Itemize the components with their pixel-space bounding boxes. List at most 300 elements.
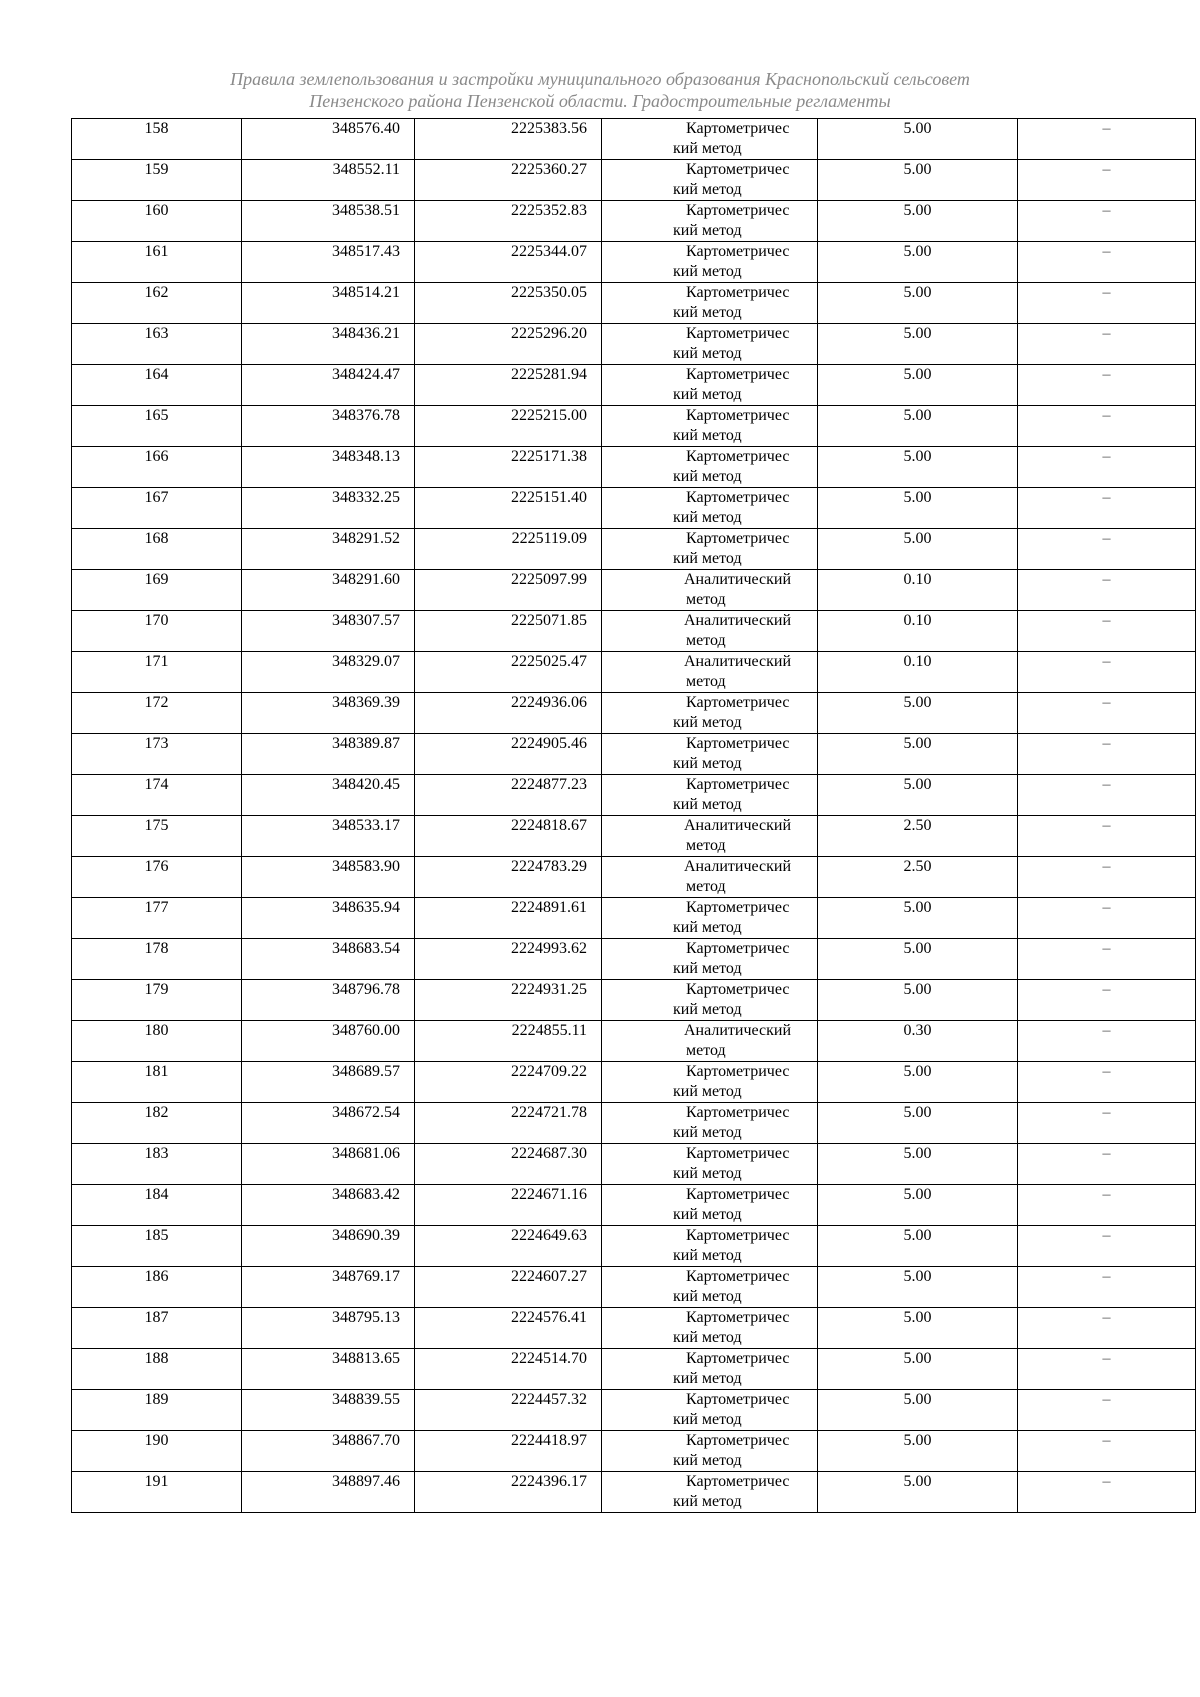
method-line-1: Картометричес <box>686 1104 790 1121</box>
x-coordinate-cell: 348681.06 <box>242 1144 415 1185</box>
table-row <box>72 242 1196 283</box>
page-header <box>0 68 1200 112</box>
table-row <box>72 898 1196 939</box>
y-coordinate-cell: 2225025.47 <box>415 652 602 693</box>
method-line-2: кий метод <box>673 960 742 977</box>
accuracy-cell: 5.00 <box>818 1267 1018 1308</box>
method-line-2: кий метод <box>673 1370 742 1387</box>
method-line-2: кий метод <box>673 1165 742 1182</box>
description-cell: – <box>1018 857 1196 898</box>
method-line-2: кий метод <box>673 427 742 444</box>
y-coordinate-cell: 2224607.27 <box>415 1267 602 1308</box>
method-cell <box>602 1021 818 1062</box>
accuracy-cell: 5.00 <box>818 939 1018 980</box>
x-coordinate-cell: 348329.07 <box>242 652 415 693</box>
method-line-2: кий метод <box>673 140 742 157</box>
point-number-cell: 172 <box>72 693 242 734</box>
description-cell: – <box>1018 1308 1196 1349</box>
method-cell <box>602 160 818 201</box>
method-line-1: Картометричес <box>686 1268 790 1285</box>
y-coordinate-cell: 2224891.61 <box>415 898 602 939</box>
table-row <box>72 939 1196 980</box>
table-row <box>72 775 1196 816</box>
method-line-2: метод <box>686 632 726 649</box>
table-row <box>72 1103 1196 1144</box>
x-coordinate-cell: 348760.00 <box>242 1021 415 1062</box>
point-number-cell: 179 <box>72 980 242 1021</box>
method-cell <box>602 1267 818 1308</box>
y-coordinate-cell: 2224721.78 <box>415 1103 602 1144</box>
method-cell <box>602 1431 818 1472</box>
accuracy-cell: 5.00 <box>818 1226 1018 1267</box>
method-cell <box>602 1062 818 1103</box>
x-coordinate-cell: 348517.43 <box>242 242 415 283</box>
point-number-cell: 173 <box>72 734 242 775</box>
y-coordinate-cell: 2224649.63 <box>415 1226 602 1267</box>
description-cell: – <box>1018 242 1196 283</box>
method-line-2: кий метод <box>673 1206 742 1223</box>
x-coordinate-cell: 348291.52 <box>242 529 415 570</box>
method-cell <box>602 1185 818 1226</box>
x-coordinate-cell: 348897.46 <box>242 1472 415 1513</box>
x-coordinate-cell: 348533.17 <box>242 816 415 857</box>
description-cell: – <box>1018 1103 1196 1144</box>
method-cell <box>602 447 818 488</box>
y-coordinate-cell: 2224993.62 <box>415 939 602 980</box>
description-cell: – <box>1018 201 1196 242</box>
accuracy-cell: 5.00 <box>818 734 1018 775</box>
table-row <box>72 980 1196 1021</box>
accuracy-cell: 5.00 <box>818 324 1018 365</box>
description-cell: – <box>1018 939 1196 980</box>
table-row <box>72 1185 1196 1226</box>
method-line-1: Картометричес <box>686 776 790 793</box>
accuracy-cell: 5.00 <box>818 980 1018 1021</box>
method-line-1: Картометричес <box>686 530 790 547</box>
method-line-1: Аналитический <box>684 817 792 834</box>
method-cell <box>602 1472 818 1513</box>
accuracy-cell: 5.00 <box>818 1144 1018 1185</box>
x-coordinate-cell: 348552.11 <box>242 160 415 201</box>
x-coordinate-cell: 348635.94 <box>242 898 415 939</box>
description-cell: – <box>1018 980 1196 1021</box>
method-line-2: метод <box>686 1042 726 1059</box>
method-line-1: Картометричес <box>686 694 790 711</box>
method-line-2: кий метод <box>673 714 742 731</box>
accuracy-cell: 5.00 <box>818 775 1018 816</box>
method-line-1: Аналитический <box>684 858 792 875</box>
description-cell: – <box>1018 1144 1196 1185</box>
y-coordinate-cell: 2225071.85 <box>415 611 602 652</box>
x-coordinate-cell: 348689.57 <box>242 1062 415 1103</box>
point-number-cell: 187 <box>72 1308 242 1349</box>
method-line-1: Картометричес <box>686 981 790 998</box>
method-line-1: Картометричес <box>686 1350 790 1367</box>
method-cell <box>602 611 818 652</box>
accuracy-cell: 5.00 <box>818 201 1018 242</box>
table-row <box>72 1472 1196 1513</box>
method-line-1: Картометричес <box>686 284 790 301</box>
method-cell <box>602 119 818 160</box>
method-line-1: Картометричес <box>686 1309 790 1326</box>
method-line-2: кий метод <box>673 1493 742 1510</box>
description-cell: – <box>1018 1267 1196 1308</box>
description-cell: – <box>1018 1431 1196 1472</box>
table-row <box>72 324 1196 365</box>
table-row <box>72 529 1196 570</box>
point-number-cell: 165 <box>72 406 242 447</box>
method-line-1: Картометричес <box>686 366 790 383</box>
method-line-1: Картометричес <box>686 202 790 219</box>
x-coordinate-cell: 348683.42 <box>242 1185 415 1226</box>
point-number-cell: 169 <box>72 570 242 611</box>
method-line-2: кий метод <box>673 263 742 280</box>
method-line-1: Картометричес <box>686 735 790 752</box>
point-number-cell: 178 <box>72 939 242 980</box>
method-line-1: Картометричес <box>686 1186 790 1203</box>
method-line-1: Картометричес <box>686 1145 790 1162</box>
method-line-1: Картометричес <box>686 243 790 260</box>
y-coordinate-cell: 2225352.83 <box>415 201 602 242</box>
accuracy-cell: 5.00 <box>818 529 1018 570</box>
y-coordinate-cell: 2225151.40 <box>415 488 602 529</box>
y-coordinate-cell: 2224783.29 <box>415 857 602 898</box>
method-cell <box>602 283 818 324</box>
table-row <box>72 1308 1196 1349</box>
method-line-1: Картометричес <box>686 1432 790 1449</box>
method-line-1: Картометричес <box>686 1227 790 1244</box>
y-coordinate-cell: 2224818.67 <box>415 816 602 857</box>
method-cell <box>602 939 818 980</box>
x-coordinate-cell: 348436.21 <box>242 324 415 365</box>
accuracy-cell: 5.00 <box>818 447 1018 488</box>
y-coordinate-cell: 2224855.11 <box>415 1021 602 1062</box>
x-coordinate-cell: 348583.90 <box>242 857 415 898</box>
accuracy-cell: 5.00 <box>818 1431 1018 1472</box>
accuracy-cell: 5.00 <box>818 693 1018 734</box>
x-coordinate-cell: 348369.39 <box>242 693 415 734</box>
x-coordinate-cell: 348672.54 <box>242 1103 415 1144</box>
table-row <box>72 1267 1196 1308</box>
table-row <box>72 693 1196 734</box>
method-line-1: Картометричес <box>686 325 790 342</box>
method-cell <box>602 570 818 611</box>
table-row <box>72 119 1196 160</box>
method-line-2: кий метод <box>673 1288 742 1305</box>
point-number-cell: 160 <box>72 201 242 242</box>
method-line-1: Картометричес <box>686 899 790 916</box>
accuracy-cell: 5.00 <box>818 1349 1018 1390</box>
method-cell <box>602 652 818 693</box>
y-coordinate-cell: 2225383.56 <box>415 119 602 160</box>
page-header-line-2: Пензенского района Пензенской области. Градостроительные регламенты <box>309 91 891 111</box>
x-coordinate-cell: 348683.54 <box>242 939 415 980</box>
description-cell: – <box>1018 1062 1196 1103</box>
point-number-cell: 164 <box>72 365 242 406</box>
y-coordinate-cell: 2225350.05 <box>415 283 602 324</box>
point-number-cell: 182 <box>72 1103 242 1144</box>
point-number-cell: 180 <box>72 1021 242 1062</box>
table-row <box>72 816 1196 857</box>
method-cell <box>602 775 818 816</box>
x-coordinate-cell: 348514.21 <box>242 283 415 324</box>
method-line-2: кий метод <box>673 1124 742 1141</box>
accuracy-cell: 5.00 <box>818 242 1018 283</box>
description-cell: – <box>1018 1472 1196 1513</box>
x-coordinate-cell: 348348.13 <box>242 447 415 488</box>
point-number-cell: 167 <box>72 488 242 529</box>
table-row <box>72 406 1196 447</box>
point-number-cell: 186 <box>72 1267 242 1308</box>
method-line-2: кий метод <box>673 1247 742 1264</box>
method-cell <box>602 898 818 939</box>
method-line-2: кий метод <box>673 304 742 321</box>
point-number-cell: 174 <box>72 775 242 816</box>
table-row <box>72 201 1196 242</box>
point-number-cell: 168 <box>72 529 242 570</box>
description-cell: – <box>1018 1185 1196 1226</box>
method-line-1: Аналитический <box>684 612 792 629</box>
accuracy-cell: 2.50 <box>818 857 1018 898</box>
x-coordinate-cell: 348576.40 <box>242 119 415 160</box>
y-coordinate-cell: 2225281.94 <box>415 365 602 406</box>
x-coordinate-cell: 348376.78 <box>242 406 415 447</box>
method-line-1: Картометричес <box>686 407 790 424</box>
table-row <box>72 1390 1196 1431</box>
y-coordinate-cell: 2224905.46 <box>415 734 602 775</box>
method-cell <box>602 406 818 447</box>
table-row <box>72 365 1196 406</box>
accuracy-cell: 5.00 <box>818 1308 1018 1349</box>
method-cell <box>602 1103 818 1144</box>
table-row <box>72 1144 1196 1185</box>
method-cell <box>602 488 818 529</box>
y-coordinate-cell: 2225097.99 <box>415 570 602 611</box>
method-line-2: кий метод <box>673 181 742 198</box>
description-cell: – <box>1018 447 1196 488</box>
method-line-1: Картометричес <box>686 161 790 178</box>
method-cell <box>602 365 818 406</box>
point-number-cell: 162 <box>72 283 242 324</box>
method-cell <box>602 1308 818 1349</box>
point-number-cell: 166 <box>72 447 242 488</box>
point-number-cell: 188 <box>72 1349 242 1390</box>
method-line-1: Картометричес <box>686 1473 790 1490</box>
method-cell <box>602 857 818 898</box>
table-row <box>72 857 1196 898</box>
point-number-cell: 183 <box>72 1144 242 1185</box>
page-header-line-1: Правила землепользования и застройки муниципального образования Краснопольский сельсовет <box>230 69 970 89</box>
y-coordinate-cell: 2224931.25 <box>415 980 602 1021</box>
method-line-2: кий метод <box>673 386 742 403</box>
method-line-1: Картометричес <box>686 940 790 957</box>
coordinates-table <box>71 118 1196 1513</box>
description-cell: – <box>1018 775 1196 816</box>
accuracy-cell: 5.00 <box>818 365 1018 406</box>
point-number-cell: 175 <box>72 816 242 857</box>
method-line-2: кий метод <box>673 1083 742 1100</box>
x-coordinate-cell: 348291.60 <box>242 570 415 611</box>
description-cell: – <box>1018 488 1196 529</box>
table-row <box>72 160 1196 201</box>
x-coordinate-cell: 348690.39 <box>242 1226 415 1267</box>
x-coordinate-cell: 348389.87 <box>242 734 415 775</box>
description-cell: – <box>1018 734 1196 775</box>
table-row <box>72 570 1196 611</box>
method-cell <box>602 693 818 734</box>
method-line-2: метод <box>686 673 726 690</box>
x-coordinate-cell: 348839.55 <box>242 1390 415 1431</box>
description-cell: – <box>1018 611 1196 652</box>
description-cell: – <box>1018 365 1196 406</box>
x-coordinate-cell: 348813.65 <box>242 1349 415 1390</box>
method-cell <box>602 242 818 283</box>
method-cell <box>602 1390 818 1431</box>
method-line-1: Картометричес <box>686 489 790 506</box>
accuracy-cell: 2.50 <box>818 816 1018 857</box>
table-row <box>72 611 1196 652</box>
method-line-1: Аналитический <box>684 1022 792 1039</box>
method-line-1: Аналитический <box>684 653 792 670</box>
method-line-2: кий метод <box>673 1411 742 1428</box>
y-coordinate-cell: 2224418.97 <box>415 1431 602 1472</box>
table-row <box>72 488 1196 529</box>
point-number-cell: 161 <box>72 242 242 283</box>
description-cell: – <box>1018 1226 1196 1267</box>
table-row <box>72 734 1196 775</box>
description-cell: – <box>1018 119 1196 160</box>
x-coordinate-cell: 348769.17 <box>242 1267 415 1308</box>
point-number-cell: 189 <box>72 1390 242 1431</box>
description-cell: – <box>1018 1390 1196 1431</box>
method-line-1: Картометричес <box>686 120 790 137</box>
point-number-cell: 190 <box>72 1431 242 1472</box>
x-coordinate-cell: 348420.45 <box>242 775 415 816</box>
method-line-1: Картометричес <box>686 448 790 465</box>
x-coordinate-cell: 348307.57 <box>242 611 415 652</box>
method-cell <box>602 734 818 775</box>
y-coordinate-cell: 2224936.06 <box>415 693 602 734</box>
description-cell: – <box>1018 898 1196 939</box>
method-cell <box>602 816 818 857</box>
method-cell <box>602 324 818 365</box>
y-coordinate-cell: 2224457.32 <box>415 1390 602 1431</box>
method-line-1: Картометричес <box>686 1063 790 1080</box>
table-row <box>72 1349 1196 1390</box>
y-coordinate-cell: 2225215.00 <box>415 406 602 447</box>
x-coordinate-cell: 348795.13 <box>242 1308 415 1349</box>
method-cell <box>602 980 818 1021</box>
accuracy-cell: 5.00 <box>818 283 1018 324</box>
accuracy-cell: 0.10 <box>818 611 1018 652</box>
method-line-2: кий метод <box>673 468 742 485</box>
method-line-2: метод <box>686 591 726 608</box>
table-row <box>72 1226 1196 1267</box>
accuracy-cell: 5.00 <box>818 119 1018 160</box>
y-coordinate-cell: 2225171.38 <box>415 447 602 488</box>
description-cell: – <box>1018 283 1196 324</box>
point-number-cell: 171 <box>72 652 242 693</box>
method-line-1: Аналитический <box>684 571 792 588</box>
description-cell: – <box>1018 1021 1196 1062</box>
table-row <box>72 1431 1196 1472</box>
method-cell <box>602 1349 818 1390</box>
point-number-cell: 185 <box>72 1226 242 1267</box>
method-line-2: метод <box>686 837 726 854</box>
point-number-cell: 181 <box>72 1062 242 1103</box>
table-row <box>72 447 1196 488</box>
point-number-cell: 176 <box>72 857 242 898</box>
y-coordinate-cell: 2224877.23 <box>415 775 602 816</box>
description-cell: – <box>1018 324 1196 365</box>
description-cell: – <box>1018 570 1196 611</box>
method-line-2: кий метод <box>673 509 742 526</box>
accuracy-cell: 5.00 <box>818 488 1018 529</box>
method-line-2: кий метод <box>673 550 742 567</box>
description-cell: – <box>1018 529 1196 570</box>
accuracy-cell: 5.00 <box>818 406 1018 447</box>
y-coordinate-cell: 2224709.22 <box>415 1062 602 1103</box>
accuracy-cell: 5.00 <box>818 1390 1018 1431</box>
method-line-2: кий метод <box>673 1329 742 1346</box>
y-coordinate-cell: 2224671.16 <box>415 1185 602 1226</box>
method-line-1: Картометричес <box>686 1391 790 1408</box>
description-cell: – <box>1018 693 1196 734</box>
accuracy-cell: 0.10 <box>818 570 1018 611</box>
description-cell: – <box>1018 652 1196 693</box>
method-line-2: кий метод <box>673 919 742 936</box>
x-coordinate-cell: 348332.25 <box>242 488 415 529</box>
method-cell <box>602 1226 818 1267</box>
description-cell: – <box>1018 406 1196 447</box>
accuracy-cell: 5.00 <box>818 1062 1018 1103</box>
point-number-cell: 159 <box>72 160 242 201</box>
y-coordinate-cell: 2224514.70 <box>415 1349 602 1390</box>
accuracy-cell: 5.00 <box>818 1185 1018 1226</box>
x-coordinate-cell: 348424.47 <box>242 365 415 406</box>
table-row <box>72 652 1196 693</box>
x-coordinate-cell: 348867.70 <box>242 1431 415 1472</box>
method-cell <box>602 1144 818 1185</box>
point-number-cell: 170 <box>72 611 242 652</box>
accuracy-cell: 5.00 <box>818 160 1018 201</box>
method-cell <box>602 529 818 570</box>
table-row <box>72 1021 1196 1062</box>
method-cell <box>602 201 818 242</box>
x-coordinate-cell: 348796.78 <box>242 980 415 1021</box>
accuracy-cell: 5.00 <box>818 898 1018 939</box>
description-cell: – <box>1018 160 1196 201</box>
y-coordinate-cell: 2225296.20 <box>415 324 602 365</box>
method-line-2: метод <box>686 878 726 895</box>
method-line-2: кий метод <box>673 1452 742 1469</box>
accuracy-cell: 0.10 <box>818 652 1018 693</box>
method-line-2: кий метод <box>673 1001 742 1018</box>
point-number-cell: 184 <box>72 1185 242 1226</box>
point-number-cell: 163 <box>72 324 242 365</box>
y-coordinate-cell: 2225344.07 <box>415 242 602 283</box>
point-number-cell: 177 <box>72 898 242 939</box>
y-coordinate-cell: 2224396.17 <box>415 1472 602 1513</box>
y-coordinate-cell: 2224687.30 <box>415 1144 602 1185</box>
y-coordinate-cell: 2225360.27 <box>415 160 602 201</box>
method-line-2: кий метод <box>673 222 742 239</box>
point-number-cell: 191 <box>72 1472 242 1513</box>
accuracy-cell: 0.30 <box>818 1021 1018 1062</box>
method-line-2: кий метод <box>673 345 742 362</box>
method-line-2: кий метод <box>673 796 742 813</box>
description-cell: – <box>1018 816 1196 857</box>
